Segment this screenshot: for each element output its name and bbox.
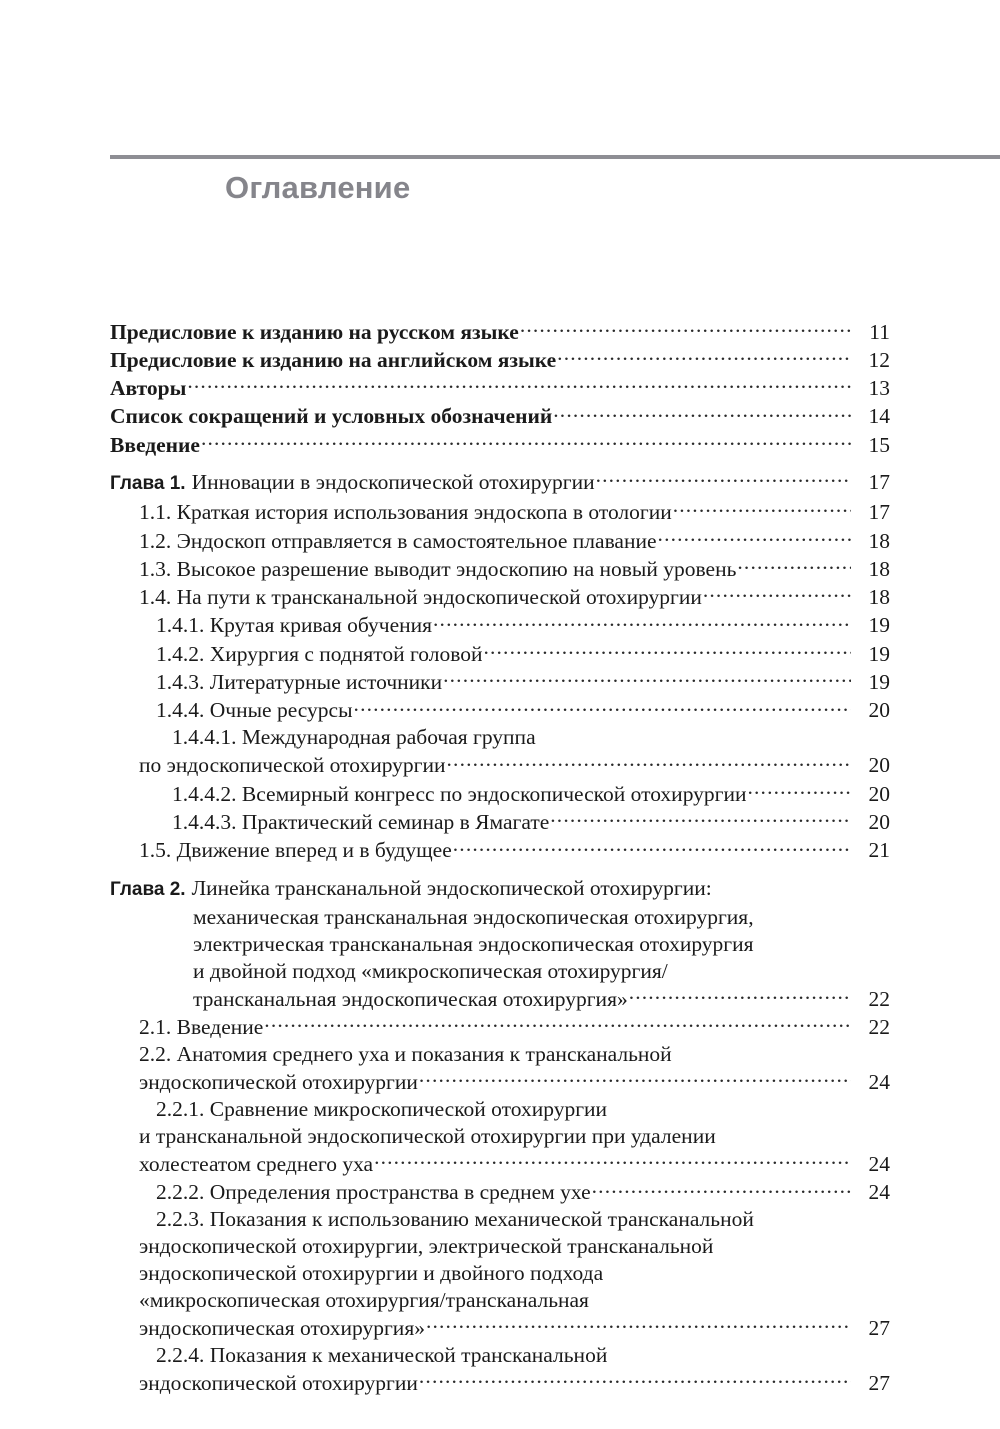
dot-leader	[629, 984, 851, 1006]
toc-page-number: 18	[868, 528, 890, 553]
dot-leader	[553, 402, 851, 424]
dot-leader	[433, 611, 851, 633]
dot-leader	[596, 467, 851, 489]
dot-leader	[520, 317, 851, 339]
toc-entry[interactable]	[156, 696, 890, 724]
dot-leader	[374, 1150, 851, 1172]
toc-entry-label: эндоскопической отохирургии	[139, 1370, 418, 1395]
toc-chapter-line	[110, 469, 595, 498]
toc-page-number: 27	[868, 1315, 890, 1340]
toc-chapter-heading[interactable]	[110, 875, 890, 904]
toc-chapter-title-continuation	[193, 931, 890, 958]
toc-entry[interactable]	[139, 554, 890, 582]
dot-leader	[592, 1178, 851, 1200]
toc-entry-label: Предисловие к изданию на русском языке	[110, 319, 519, 344]
dot-leader	[201, 430, 851, 452]
toc-entry-label: Список сокращений и условных обозначений	[110, 404, 553, 429]
toc-page-number: 19	[868, 613, 890, 638]
toc-entry[interactable]	[139, 1068, 890, 1096]
toc-entry-continuation	[139, 1260, 890, 1287]
dot-leader	[748, 779, 852, 801]
toc-entry-label: 1.3. Высокое разрешение выводит эндоскопию на новый уровень	[139, 556, 737, 581]
toc-front-matter-group	[110, 317, 890, 458]
toc-entry-continuation	[139, 1287, 890, 1314]
header-rule	[110, 155, 1000, 159]
toc-entry-label: 1.4.2. Хирургия с поднятой головой	[156, 641, 483, 666]
toc-entry-label: 1.4.3. Литературные источники	[156, 670, 443, 695]
toc-entry[interactable]	[172, 808, 890, 836]
dot-leader	[354, 696, 851, 718]
dot-leader	[557, 345, 851, 367]
toc-entry[interactable]	[156, 1178, 890, 1206]
toc-chapter-line	[110, 875, 712, 904]
dot-leader	[419, 1368, 851, 1390]
toc-page-number: 11	[869, 319, 890, 344]
toc-page-number: 22	[868, 1015, 890, 1040]
toc-entry-label: 1.2. Эндоскоп отправляется в самостоятельное плавание	[139, 528, 657, 553]
table-of-contents	[110, 317, 890, 1397]
toc-entry-continuation	[156, 1206, 890, 1233]
dot-leader	[703, 583, 851, 605]
toc-page-number: 17	[868, 500, 890, 525]
toc-entry[interactable]	[139, 526, 890, 554]
toc-entry-label: 2.2.4. Показания к механической трансканальной	[156, 1342, 608, 1367]
dot-leader	[264, 1013, 851, 1035]
toc-page-number: 12	[868, 347, 890, 372]
toc-entry-continuation	[139, 1233, 890, 1260]
toc-page-number: 27	[868, 1370, 890, 1395]
toc-entry-continuation	[139, 1041, 890, 1068]
toc-chapter-title-continuation	[193, 904, 890, 931]
toc-entry-label: 1.4.4.2. Всемирный конгресс по эндоскопической отохирургии	[172, 781, 747, 806]
toc-entry[interactable]	[139, 583, 890, 611]
toc-entry[interactable]	[110, 402, 890, 430]
dot-leader	[443, 668, 851, 690]
section-spacer	[110, 458, 890, 467]
toc-entry-label: 2.2.3. Показания к использованию механической трансканальной	[156, 1207, 754, 1232]
dot-leader	[550, 808, 851, 830]
toc-page-number: 17	[868, 469, 890, 494]
toc-entry[interactable]	[172, 779, 890, 807]
section-spacer	[110, 864, 890, 875]
toc-entry[interactable]	[139, 498, 890, 526]
toc-entry-label: 1.4.1. Крутая кривая обучения	[156, 613, 433, 638]
toc-entry-label: механическая трансканальная эндоскопическая отохирургия,	[193, 904, 754, 929]
toc-page-number: 24	[868, 1070, 890, 1095]
dot-leader	[426, 1313, 851, 1335]
toc-entry-label: 1.4.4. Очные ресурсы	[156, 698, 353, 723]
dot-leader	[453, 836, 851, 858]
toc-page-number: 15	[868, 432, 890, 457]
toc-entry-label: по эндоскопической отохирургии	[139, 753, 446, 778]
dot-leader	[483, 639, 851, 661]
toc-entry-label: Введение	[110, 432, 200, 457]
dot-leader	[447, 751, 851, 773]
dot-leader	[737, 554, 851, 576]
toc-entry[interactable]	[156, 668, 890, 696]
toc-entry-label: 1.1. Краткая история использования эндоскопа в отологии	[139, 500, 672, 525]
toc-entry-continuation	[156, 1096, 890, 1123]
toc-entry[interactable]	[139, 1150, 890, 1178]
toc-entry-continuation	[139, 1123, 890, 1150]
toc-entry-label: эндоскопическая отохирургия»	[139, 1315, 425, 1340]
toc-entry[interactable]	[139, 1368, 890, 1396]
dot-leader	[419, 1068, 851, 1090]
toc-page-number: 14	[868, 404, 890, 429]
toc-page-number: 20	[868, 810, 890, 835]
toc-chapter-heading[interactable]	[110, 467, 890, 497]
toc-entry[interactable]	[110, 345, 890, 373]
toc-page-number: 24	[868, 1152, 890, 1177]
toc-entry-label: трансканальная эндоскопическая отохирургия»	[193, 986, 628, 1011]
toc-page-number: 20	[868, 781, 890, 806]
toc-chapter-title: Инновации в эндоскопической отохирургии	[191, 469, 595, 494]
toc-entry[interactable]	[156, 611, 890, 639]
toc-chapter-title-continuation	[193, 984, 890, 1012]
toc-entry[interactable]	[110, 317, 890, 345]
toc-entry-label: 1.4. На пути к трансканальной эндоскопической отохирургии	[139, 585, 702, 610]
toc-entry-label: эндоскопической отохирургии, электрической трансканальной	[139, 1234, 714, 1258]
toc-entry-label: 2.2.2. Определения пространства в среднем ухе	[156, 1180, 591, 1205]
chapter-number-tag: Глава 1.	[110, 472, 186, 494]
toc-entry[interactable]	[110, 430, 890, 458]
toc-entry-continuation	[172, 724, 890, 751]
toc-entry-label: и трансканальной эндоскопической отохирургии при удалении	[139, 1123, 716, 1148]
toc-entry[interactable]	[139, 751, 890, 779]
toc-entry[interactable]	[156, 639, 890, 667]
toc-entry-label: 1.4.4.3. Практический семинар в Ямагате	[172, 810, 550, 835]
toc-entry-label: эндоскопической отохирургии и двойного подхода	[139, 1260, 604, 1285]
toc-page-number: 24	[868, 1180, 890, 1205]
toc-page-number: 19	[868, 670, 890, 695]
toc-entry[interactable]	[139, 836, 890, 864]
toc-page-number: 13	[868, 376, 890, 401]
toc-entry[interactable]	[139, 1313, 890, 1341]
toc-entry-label: и двойной подход «микроскопическая отохирургия/	[193, 958, 668, 983]
toc-page-number: 20	[868, 698, 890, 723]
toc-chapter-1-entries	[110, 498, 890, 864]
dot-leader	[187, 374, 851, 396]
dot-leader	[673, 498, 851, 520]
toc-entry-label: холестеатом среднего уха	[139, 1152, 374, 1177]
toc-entry-label: 2.1. Введение	[139, 1015, 264, 1040]
toc-page-number: 22	[868, 986, 890, 1011]
toc-entry-label: Предисловие к изданию на английском языке	[110, 347, 557, 372]
toc-chapter-2-entries	[110, 1013, 890, 1397]
toc-entry-label: Авторы	[110, 376, 187, 401]
toc-chapter-title-continuation	[193, 958, 890, 985]
toc-entry[interactable]	[139, 1013, 890, 1041]
dot-leader	[658, 526, 851, 548]
toc-entry-label: электрическая трансканальная эндоскопическая отохирургия	[193, 931, 754, 956]
toc-page-number: 19	[868, 641, 890, 666]
toc-entry-label: «микроскопическая отохирургия/трансканальная	[139, 1287, 589, 1312]
toc-entry-continuation	[156, 1342, 890, 1369]
toc-page-number: 18	[868, 585, 890, 610]
toc-entry-label: эндоскопической отохирургии	[139, 1070, 418, 1095]
toc-entry-label: 2.2.1. Сравнение микроскопической отохирургии	[156, 1097, 608, 1122]
chapter-number-tag: Глава 2.	[110, 879, 186, 901]
toc-chapter-title: Линейка трансканальной эндоскопической отохирургии:	[191, 876, 712, 901]
toc-chapter-1-group	[110, 467, 890, 864]
toc-entry-label: 2.2. Анатомия среднего уха и показания к трансканальной	[139, 1041, 672, 1066]
toc-page-number: 20	[868, 753, 890, 778]
toc-page-number: 18	[868, 556, 890, 581]
toc-entry[interactable]	[110, 374, 890, 402]
page-title: Оглавление	[225, 170, 411, 205]
toc-entry-label: 1.5. Движение вперед и в будущее	[139, 838, 452, 863]
toc-page-number: 21	[868, 838, 890, 863]
toc-chapter-2-group	[110, 875, 890, 1397]
toc-entry-label: 1.4.4.1. Международная рабочая группа	[172, 725, 536, 750]
